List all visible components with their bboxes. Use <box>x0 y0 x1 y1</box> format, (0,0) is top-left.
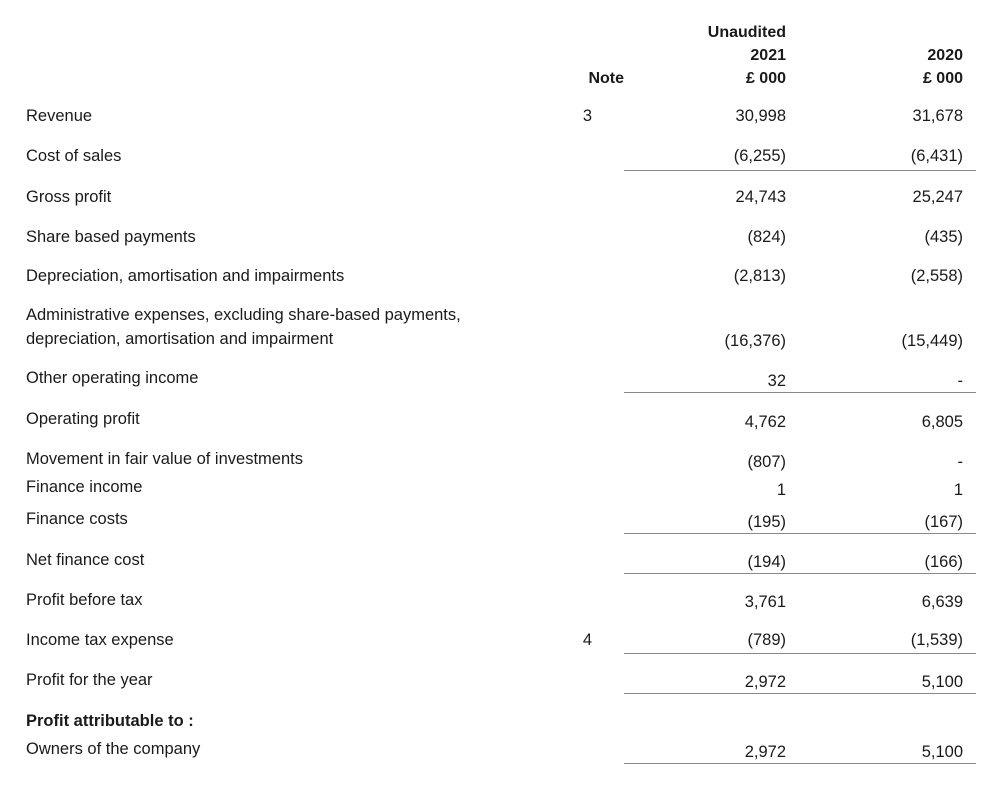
prior-year-value: (6,431) <box>910 147 963 165</box>
total-rule <box>624 763 976 764</box>
subtotal-rule <box>624 533 976 534</box>
prior-year-label: 2020 <box>927 47 963 64</box>
row-label: Finance income <box>26 478 143 496</box>
prior-year-value: - <box>957 453 963 471</box>
row-label: Other operating income <box>26 369 199 387</box>
prior-year-unit: £ 000 <box>922 70 963 87</box>
prior-year-value: 25,247 <box>912 188 963 206</box>
current-year-value: 1 <box>776 481 786 499</box>
row-label: Profit before tax <box>26 591 143 609</box>
row-label: Owners of the company <box>26 740 201 758</box>
prior-year-value: (15,449) <box>901 332 963 350</box>
total-rule <box>624 693 976 694</box>
prior-year-value: (1,539) <box>910 631 963 649</box>
prior-year-value: (435) <box>924 228 963 246</box>
row-label: Depreciation, amortisation and impairments <box>26 267 345 285</box>
current-year-value: 3,761 <box>744 593 786 611</box>
current-year-value: 4,762 <box>744 413 786 431</box>
prior-year-value: 5,100 <box>921 673 963 691</box>
prior-year-value: (166) <box>924 553 963 571</box>
row-label: Gross profit <box>26 188 112 206</box>
current-year-value: (16,376) <box>724 332 786 350</box>
subtotal-rule <box>624 653 976 654</box>
current-year-value: 2,972 <box>744 673 786 691</box>
subtotal-rule <box>624 573 976 574</box>
row-label-line-2: depreciation, amortisation and impairment <box>26 330 334 348</box>
current-year-value: (194) <box>747 553 786 571</box>
row-label: Finance costs <box>26 510 128 528</box>
current-year-value: 24,743 <box>735 188 786 206</box>
row-label: Share based payments <box>26 228 196 246</box>
row-label: Profit for the year <box>26 671 153 689</box>
prior-year-value: (2,558) <box>910 267 963 285</box>
note-header-label: Note <box>588 70 624 87</box>
current-year-value: (807) <box>747 453 786 471</box>
section-heading: Profit attributable to : <box>26 712 194 730</box>
prior-year-value: 31,678 <box>912 107 963 125</box>
prior-year-value: 6,639 <box>921 593 963 611</box>
row-label-line-1: Administrative expenses, excluding share-based payments, <box>26 306 461 324</box>
current-year-value: (789) <box>747 631 786 649</box>
prior-year-value: 5,100 <box>921 743 963 761</box>
row-label: Revenue <box>26 107 93 125</box>
row-label: Cost of sales <box>26 147 122 165</box>
current-year-value: 2,972 <box>744 743 786 761</box>
row-label: Net finance cost <box>26 551 145 569</box>
prior-year-value: (167) <box>924 513 963 531</box>
current-year-value: (2,813) <box>733 267 786 285</box>
note-column-header <box>560 67 624 90</box>
current-year-value: (195) <box>747 513 786 531</box>
current-year-label: 2021 <box>750 47 786 64</box>
prior-year-value: - <box>957 372 963 390</box>
prior-year-value: 1 <box>953 481 963 499</box>
current-year-value: (6,255) <box>733 147 786 165</box>
prior-year-value: 6,805 <box>921 413 963 431</box>
row-label: Movement in fair value of investments <box>26 450 303 468</box>
prior-year-column-header <box>860 44 963 90</box>
current-year-unit: £ 000 <box>745 70 786 87</box>
subtotal-rule <box>624 392 976 393</box>
current-year-value: 30,998 <box>735 107 786 125</box>
subtotal-rule <box>624 170 976 171</box>
current-year-value: (824) <box>747 228 786 246</box>
current-year-column-header <box>680 21 786 90</box>
row-label: Operating profit <box>26 410 140 428</box>
current-year-status: Unaudited <box>707 24 786 41</box>
row-note: 3 <box>582 107 592 125</box>
current-year-value: 32 <box>767 372 786 390</box>
row-note: 4 <box>582 631 592 649</box>
row-label: Income tax expense <box>26 631 174 649</box>
